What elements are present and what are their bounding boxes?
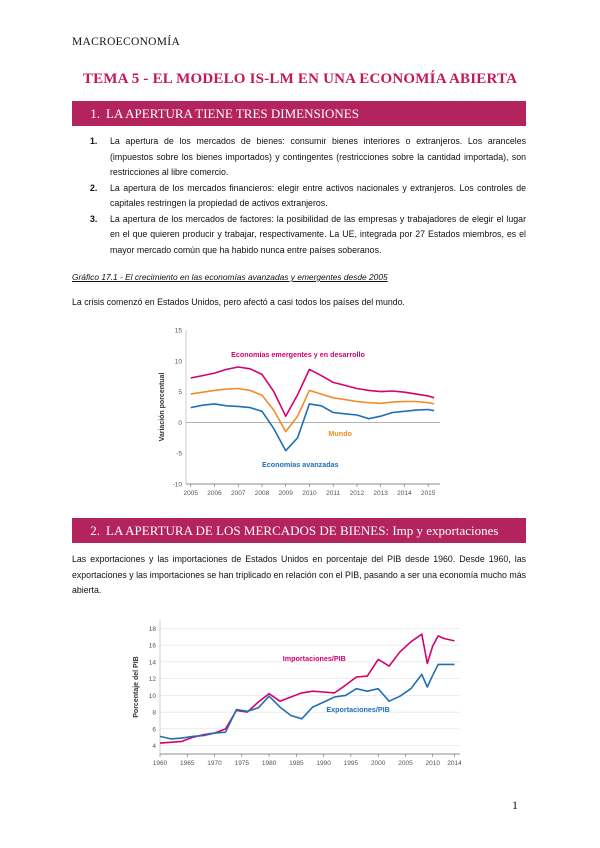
list-item [90,134,526,181]
list-item-text: La apertura de los mercados de factores: la posibilidad de las empresas y trabajadores de elegir el lugar en el que quieren producir y trabajar, respectivamente. La UE, integrada por 27 Estados miembros, es el mayor mercado común que ha habido nunca entre países soberanos. [110,213,526,255]
y-tick-label: -5 [176,450,182,458]
x-tick-label: 2010 [302,490,317,497]
series-label: Importaciones/PIB [282,654,346,664]
section-2-number: 2. [90,523,100,538]
list-item-text: La apertura de los mercados financieros: elegir entre activos nacionales y extranjeros. Los controles de capitales restringen la propiedad de activos extranjeros. [110,182,526,208]
y-tick-label: 4 [152,743,156,751]
growth-chart [150,320,450,504]
series-label: Mundo [328,428,352,438]
x-tick-label: 2007 [230,490,246,497]
y-axis-label: Variación porcentual [159,372,166,442]
series-label: Exportaciones/PIB [326,705,390,715]
x-tick-label: 1985 [289,760,304,767]
list-item-text: La apertura de los mercados de bienes: consumir bienes interiores o extranjeros. Los aranceles (impuestos sobre los bienes importados) y contingentes (restricciones sobre la cantidad importada), son restricciones al libre comercio. [110,136,526,177]
figure-caption: Gráfico 17.1 - El crecimiento en las economías avanzadas y emergentes desde 2005 [72,272,388,282]
document-title: TEMA 5 - EL MODELO IS-LM EN UNA ECONOMÍA ABIERTA [82,71,518,87]
list-item [90,181,526,212]
y-tick-label: 5 [178,389,182,397]
running-header: MACROECONOMÍA [72,36,181,48]
y-tick-label: 0 [178,419,182,427]
list-item-number: 1. [90,136,98,146]
x-tick-label: 1965 [180,760,195,767]
trade-paragraph: Las exportaciones y las importaciones de Estados Unidos en porcentaje del PIB desde 1960. Desde 1960, las exportaciones y las importaciones se han triplicado en relación con el PIB, pasando a ser una economía mucho más abierta. [72,554,526,595]
y-tick-label: -10 [172,481,182,489]
section-1-number: 1. [90,106,100,121]
series-line [160,664,455,739]
y-axis-label: Porcentaje del PIB [133,656,140,718]
x-tick-label: 2000 [370,760,386,767]
x-tick-label: 1960 [152,760,168,767]
y-tick-label: 16 [148,642,156,650]
section-2-title: LA APERTURA DE LOS MERCADOS DE BIENES: Imp y exportaciones [106,523,499,538]
x-tick-label: 2005 [183,490,198,497]
list-item-number: 3. [90,213,98,224]
x-tick-label: 1975 [234,760,250,767]
section-1-title: LA APERTURA TIENE TRES DIMENSIONES [106,106,359,121]
list-item-number: 2. [90,182,98,193]
x-tick-label: 1995 [343,760,359,767]
series-line [191,389,434,432]
x-tick-label: 2011 [326,490,341,497]
dimensions-list [90,134,526,258]
x-tick-label: 2009 [278,490,293,497]
series-line [191,404,434,451]
x-tick-label: 2014 [397,490,412,497]
x-tick-label: 2014 [447,760,462,767]
y-tick-label: 10 [174,358,182,366]
page-number: 1 [512,798,518,812]
x-tick-label: 2006 [207,490,222,497]
section-1-heading [72,101,526,126]
y-tick-label: 15 [174,327,182,335]
x-tick-label: 2010 [425,760,440,767]
y-tick-label: 18 [148,625,156,633]
y-tick-label: 14 [148,659,156,667]
x-tick-label: 2015 [420,490,436,497]
y-tick-label: 6 [152,726,156,734]
x-tick-label: 2013 [373,490,388,497]
x-tick-label: 2008 [254,490,270,497]
x-tick-label: 1990 [316,760,331,767]
series-label: Economías emergentes y en desarrollo [231,350,365,360]
y-tick-label: 8 [152,709,156,717]
y-tick-label: 12 [148,676,156,684]
crisis-paragraph: La crisis comenzó en Estados Unidos, pero afectó a casi todos los países del mundo. [72,297,405,307]
series-label: Economías avanzadas [261,459,339,469]
x-tick-label: 2005 [398,760,413,767]
y-tick-label: 10 [148,692,156,700]
x-tick-label: 1980 [261,760,277,767]
x-tick-label: 1970 [207,760,222,767]
x-tick-label: 2012 [349,490,365,497]
section-2-heading [72,518,526,543]
list-item [90,212,526,259]
trade-chart [128,614,468,770]
